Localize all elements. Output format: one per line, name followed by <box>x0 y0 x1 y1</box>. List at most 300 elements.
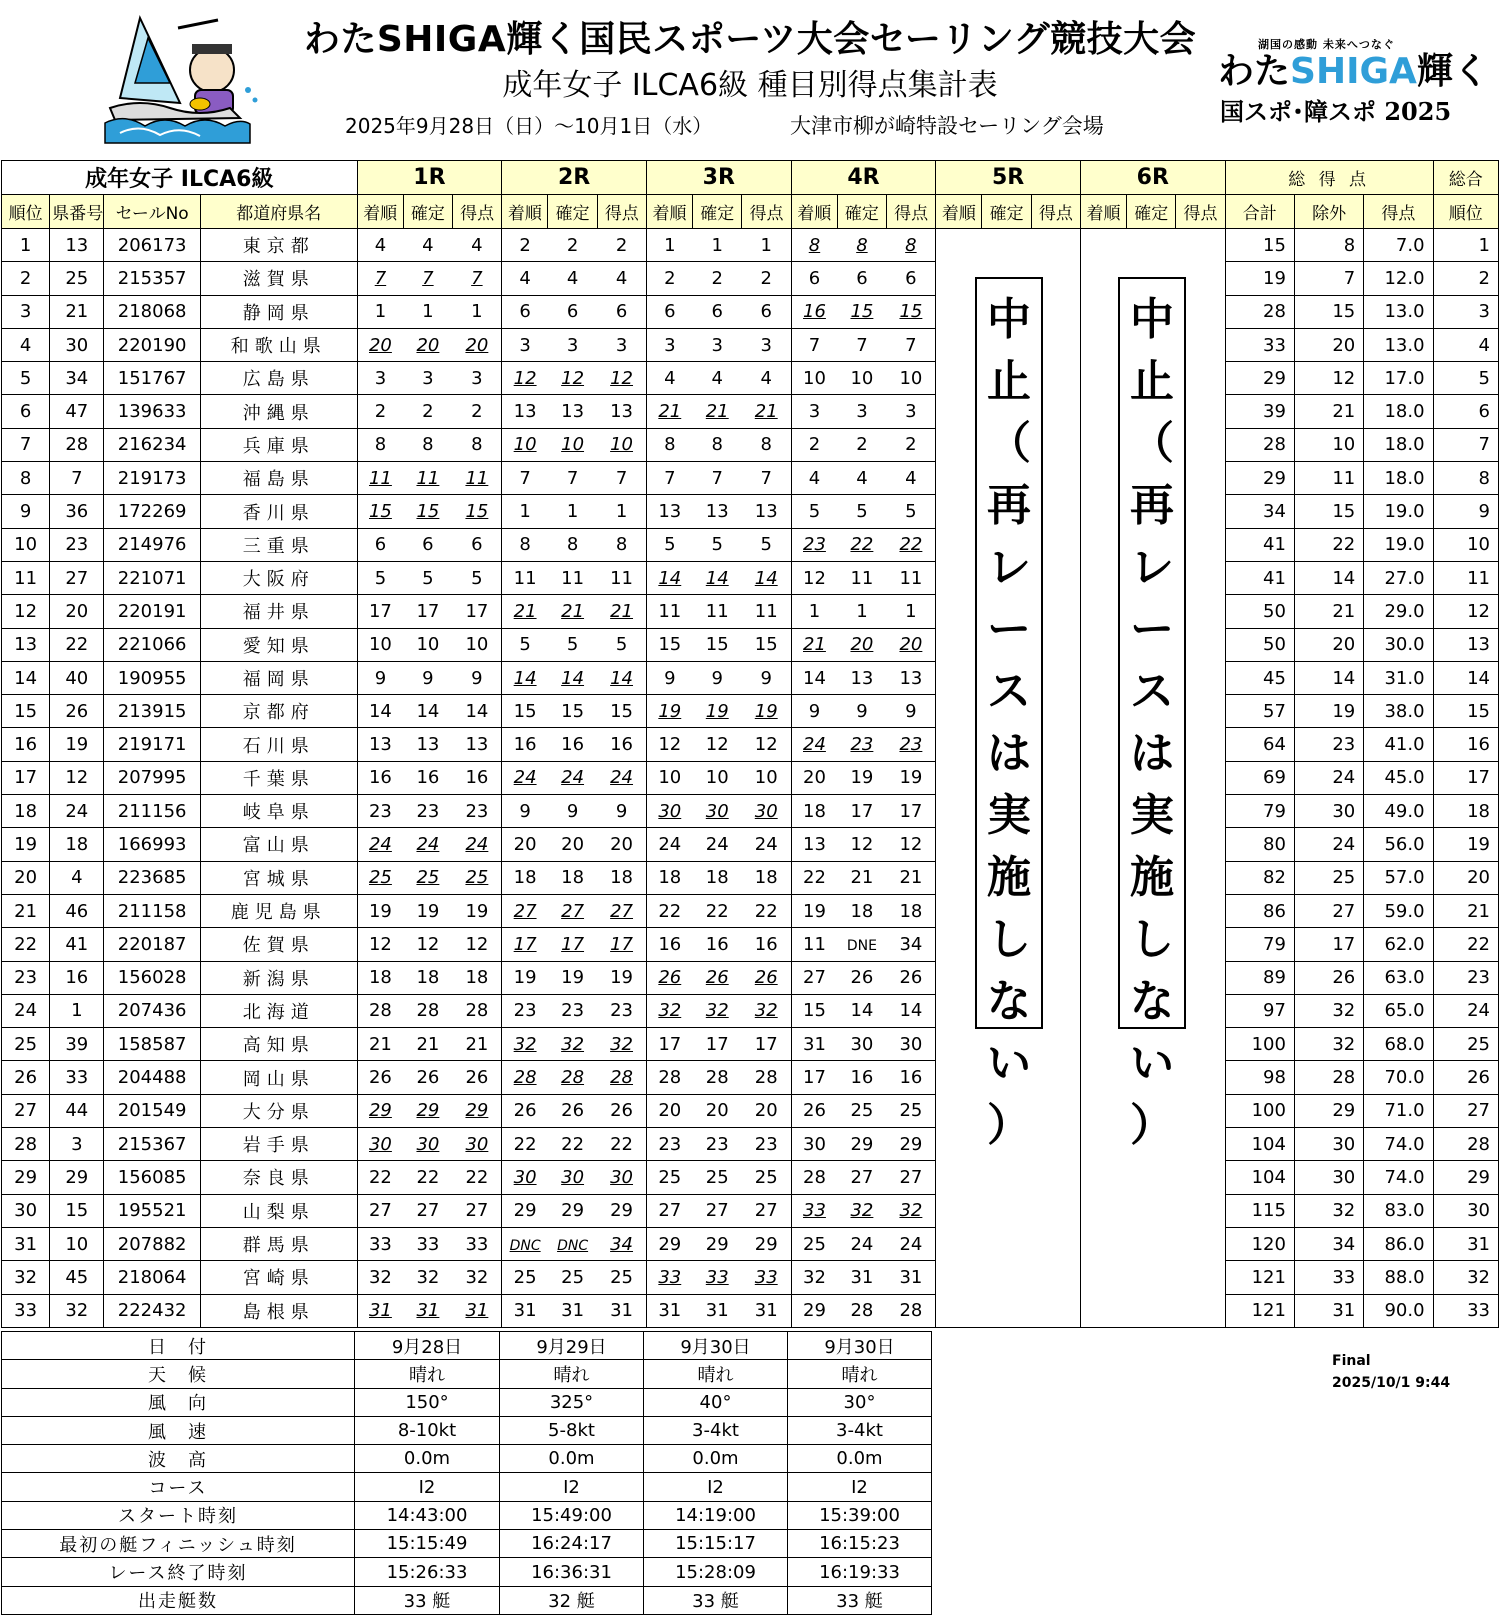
round2-score-cell <box>548 1194 597 1227</box>
score-value: 23 <box>803 534 826 556</box>
score-value: 15 <box>465 501 489 523</box>
score-value: 3 <box>711 334 723 356</box>
score-value: 20 <box>513 833 537 855</box>
cancelled-note-char: な <box>1130 976 1174 1027</box>
round3-score-cell <box>693 561 742 594</box>
round4-score-cell <box>887 229 936 262</box>
round4-score-cell <box>887 1227 936 1260</box>
score-value: 7 <box>664 467 676 489</box>
score-value: 5 <box>760 534 772 556</box>
score-value: 19 <box>368 900 392 922</box>
score-value: 14 <box>658 567 682 589</box>
score-value: 2 <box>856 434 868 456</box>
rank-cell: 18 <box>2 795 50 828</box>
score-value: 8 <box>374 434 387 456</box>
score-value: 12 <box>610 367 634 389</box>
score-value: 29 <box>465 1100 489 1122</box>
round1-score-cell <box>357 229 403 262</box>
cancelled-note-char: い <box>1130 1038 1174 1089</box>
round4-score-cell <box>887 262 936 295</box>
score-value: 17 <box>416 600 440 622</box>
pref-no-cell: 46 <box>50 894 104 927</box>
score-value: 17 <box>610 933 634 955</box>
round3-score-cell <box>742 861 791 894</box>
excluded-cell: 14 <box>1294 661 1363 694</box>
overall-rank-cell: 11 <box>1433 561 1498 594</box>
round2-score-cell <box>502 561 548 594</box>
pref-name-cell: 東京都 <box>200 229 357 262</box>
table-row <box>2 795 1499 828</box>
pref-name-cell: 富山県 <box>200 828 357 861</box>
round6-empty-cell <box>1127 1261 1176 1294</box>
col-pref: 都道府県名 <box>200 195 357 229</box>
score-value: 4 <box>808 467 821 489</box>
total-cell: 64 <box>1225 728 1294 761</box>
score-value: 16 <box>705 933 729 955</box>
round6-empty-cell <box>1127 1194 1176 1227</box>
score-value: 5 <box>374 567 387 589</box>
condition-row <box>2 1501 1229 1529</box>
excluded-cell: 8 <box>1294 229 1363 262</box>
round5-empty-cell <box>1031 1194 1080 1227</box>
score-value: 10 <box>658 767 682 789</box>
round1-score-cell <box>453 528 502 561</box>
page-subtitle: 成年女子 ILCA6級 種目別得点集計表 <box>502 68 998 103</box>
score-cell: 17.0 <box>1364 362 1433 395</box>
round4-score-cell <box>791 961 837 994</box>
score-value: 25 <box>658 1166 682 1188</box>
score-value: 15 <box>899 301 923 323</box>
round2-score-cell <box>502 428 548 461</box>
round4-score-cell <box>837 362 886 395</box>
round3-finish-header: 着順 <box>646 195 692 229</box>
results-body <box>2 229 1499 1328</box>
sail-no-cell: 156085 <box>104 1161 200 1194</box>
score-value: 11 <box>561 567 585 589</box>
round3-score-cell <box>693 994 742 1027</box>
subheader-row <box>2 195 1499 229</box>
pref-no-cell: 23 <box>50 528 104 561</box>
table-row <box>2 994 1499 1027</box>
round5-empty-cell <box>936 1194 982 1227</box>
rank-cell: 4 <box>2 328 50 361</box>
excluded-cell: 14 <box>1294 561 1363 594</box>
round5-empty-cell <box>936 1128 982 1161</box>
round2-score-cell <box>502 328 548 361</box>
round6-empty-cell <box>1176 1028 1225 1061</box>
round4-score-cell <box>837 295 886 328</box>
score-value: 8 <box>711 434 723 456</box>
round4-score-cell <box>791 795 837 828</box>
score-value: 23 <box>610 1000 634 1022</box>
sail-no-cell: 218068 <box>104 295 200 328</box>
pref-name-cell: 福岡県 <box>200 661 357 694</box>
score-value: 30 <box>416 1133 440 1155</box>
score-cell: 68.0 <box>1364 1028 1433 1061</box>
round3-score-cell <box>646 1161 692 1194</box>
round6-empty-cell <box>1176 1294 1225 1327</box>
rank-cell: 7 <box>2 428 50 461</box>
score-cell: 38.0 <box>1364 695 1433 728</box>
score-value: 7 <box>711 467 723 489</box>
cancelled-note-char: （ <box>1130 418 1174 469</box>
score-value: 17 <box>658 1033 682 1055</box>
score-value: 14 <box>705 567 729 589</box>
score-value: 2 <box>760 267 772 289</box>
score-value: 12 <box>803 567 826 589</box>
round6-confirmed-header: 確定 <box>1127 195 1176 229</box>
total-cell: 104 <box>1225 1128 1294 1161</box>
round2-score-cell <box>597 1227 646 1260</box>
pref-name-cell: 鹿児島県 <box>200 894 357 927</box>
sail-no-cell: 213915 <box>104 695 200 728</box>
round5-finish-header: 着順 <box>936 195 982 229</box>
round2-score-cell <box>502 1128 548 1161</box>
score-value: 7 <box>471 267 483 289</box>
cancelled-note-char: （ <box>987 418 1031 469</box>
condition-value: I2 <box>788 1473 932 1501</box>
round2-score-cell <box>597 1028 646 1061</box>
rank-cell: 27 <box>2 1094 50 1127</box>
score-value: 25 <box>368 867 392 889</box>
score-value: 22 <box>803 867 826 889</box>
score-value: 28 <box>416 1000 440 1022</box>
score-value: 10 <box>754 767 778 789</box>
score-value: 25 <box>850 1100 874 1122</box>
score-value: 6 <box>471 534 483 556</box>
score-value: 22 <box>899 534 923 556</box>
condition-empty <box>932 1332 1229 1360</box>
score-value: 3 <box>760 334 772 356</box>
round2-score-cell <box>548 595 597 628</box>
score-value: 13 <box>513 401 537 423</box>
score-value: 14 <box>899 1000 923 1022</box>
total-cell: 50 <box>1225 628 1294 661</box>
score-value: 26 <box>899 967 923 989</box>
score-value: 31 <box>803 1033 826 1055</box>
round3-score-cell <box>742 528 791 561</box>
condition-value: 0.0m <box>644 1445 788 1473</box>
round4-score-cell <box>837 828 886 861</box>
score-cell: 27.0 <box>1364 561 1433 594</box>
round1-score-cell <box>403 1261 452 1294</box>
round3-score-cell <box>693 661 742 694</box>
cancelled-note-char: 再 <box>1130 480 1174 531</box>
score-value: 33 <box>416 1233 440 1255</box>
condition-row <box>2 1530 1229 1558</box>
pref-name-cell: 香川県 <box>200 495 357 528</box>
round2-score-cell <box>548 1028 597 1061</box>
pref-no-cell: 39 <box>50 1028 104 1061</box>
round6-empty-cell <box>1176 1194 1225 1227</box>
round1-score-cell <box>453 761 502 794</box>
overall-rank-cell: 12 <box>1433 595 1498 628</box>
score-value: 12 <box>850 833 874 855</box>
round3-score-cell <box>742 1161 791 1194</box>
sail-no-cell: 214976 <box>104 528 200 561</box>
score-value: 8 <box>664 434 676 456</box>
total-cell: 29 <box>1225 462 1294 495</box>
excluded-cell: 20 <box>1294 328 1363 361</box>
score-value: 22 <box>368 1166 392 1188</box>
round1-score-cell <box>357 861 403 894</box>
round4-score-cell <box>837 428 886 461</box>
score-value: 27 <box>850 1166 874 1188</box>
score-value: 26 <box>561 1100 585 1122</box>
score-value: 16 <box>513 734 537 756</box>
score-value: 24 <box>513 767 537 789</box>
score-value: 26 <box>850 967 874 989</box>
score-value: 32 <box>416 1266 440 1288</box>
round4-score-cell <box>837 894 886 927</box>
pref-no-cell: 18 <box>50 828 104 861</box>
round6-empty-cell <box>1080 1294 1126 1327</box>
round2-score-cell <box>502 894 548 927</box>
round4-score-cell <box>837 795 886 828</box>
score-value: 25 <box>899 1100 923 1122</box>
round6-empty-cell <box>1127 1227 1176 1260</box>
table-row <box>2 495 1499 528</box>
round3-score-cell <box>742 229 791 262</box>
score-value: 32 <box>803 1266 826 1288</box>
score-cell: 31.0 <box>1364 661 1433 694</box>
total-cell: 45 <box>1225 661 1294 694</box>
excluded-cell: 26 <box>1294 961 1363 994</box>
condition-value: 9月30日 <box>788 1332 932 1360</box>
score-value: 13 <box>465 734 489 756</box>
round2-score-cell <box>597 462 646 495</box>
pref-no-cell: 45 <box>50 1261 104 1294</box>
total-cell: 121 <box>1225 1261 1294 1294</box>
score-value: DNE <box>846 937 877 954</box>
round2-score-cell <box>502 994 548 1027</box>
round4-score-cell <box>887 1061 936 1094</box>
round2-score-cell <box>502 362 548 395</box>
round2-score-cell <box>597 994 646 1027</box>
round1-score-cell <box>403 1128 452 1161</box>
pref-no-cell: 15 <box>50 1194 104 1227</box>
round1-score-cell <box>403 595 452 628</box>
total-cell: 57 <box>1225 695 1294 728</box>
score-value: 2 <box>566 234 579 256</box>
cancelled-note-char: ス <box>1130 666 1174 717</box>
round6-empty-cell <box>1080 1094 1126 1127</box>
score-value: 12 <box>658 734 682 756</box>
score-value: 21 <box>513 600 537 622</box>
round1-score-cell <box>453 395 502 428</box>
round1-score-cell <box>357 1194 403 1227</box>
round1-points-header: 得点 <box>453 195 502 229</box>
round1-score-cell <box>403 1061 452 1094</box>
score-cell: 13.0 <box>1364 328 1433 361</box>
score-value: 15 <box>368 501 392 523</box>
round3-score-cell <box>742 495 791 528</box>
rank-cell: 14 <box>2 661 50 694</box>
condition-value: 5-8kt <box>500 1416 644 1444</box>
score-cell: 18.0 <box>1364 395 1433 428</box>
score-value: 25 <box>754 1166 778 1188</box>
round1-score-cell <box>403 728 452 761</box>
score-value: 22 <box>705 900 729 922</box>
round1-score-cell <box>403 462 452 495</box>
round2-score-cell <box>548 395 597 428</box>
pref-name-cell: 滋賀県 <box>200 262 357 295</box>
pref-no-cell: 12 <box>50 761 104 794</box>
round3-score-cell <box>693 1128 742 1161</box>
round2-score-cell <box>597 1094 646 1127</box>
score-cell: 74.0 <box>1364 1128 1433 1161</box>
round4-score-cell <box>837 1161 886 1194</box>
round3-score-cell <box>742 728 791 761</box>
pref-name-cell: 北海道 <box>200 994 357 1027</box>
score-value: 28 <box>368 1000 392 1022</box>
overall-rank-cell: 30 <box>1433 1194 1498 1227</box>
score-value: 27 <box>465 1200 489 1222</box>
round3-score-cell <box>742 628 791 661</box>
score-value: 28 <box>850 1300 874 1322</box>
score-value: 10 <box>513 434 537 456</box>
round1-score-cell <box>357 695 403 728</box>
pref-name-cell: 福島県 <box>200 462 357 495</box>
round2-score-cell <box>597 561 646 594</box>
round3-score-cell <box>742 795 791 828</box>
round2-score-cell <box>502 395 548 428</box>
total-cell: 34 <box>1225 495 1294 528</box>
round4-score-cell <box>791 1261 837 1294</box>
score-value: 15 <box>850 301 874 323</box>
round2-score-cell <box>502 861 548 894</box>
total-cell: 29 <box>1225 362 1294 395</box>
col-rank: 順位 <box>2 195 50 229</box>
logo-tagline: 湖国の感動 未来へつなぐ <box>1258 38 1395 51</box>
round4-score-cell <box>887 1294 936 1327</box>
round2-score-cell <box>502 928 548 961</box>
score-value: 3 <box>615 334 628 356</box>
round3-score-cell <box>693 462 742 495</box>
round3-score-cell <box>693 1294 742 1327</box>
round4-score-cell <box>837 595 886 628</box>
condition-label: 最初の艇フィニッシュ時刻 <box>2 1530 355 1558</box>
round3-score-cell <box>742 828 791 861</box>
pref-name-cell: 静岡県 <box>200 295 357 328</box>
score-value: 31 <box>610 1300 634 1322</box>
round6-empty-cell <box>1176 229 1225 262</box>
condition-label: コース <box>2 1473 355 1501</box>
overall-rank-cell: 28 <box>1433 1128 1498 1161</box>
score-value: 28 <box>561 1067 585 1089</box>
round4-score-cell <box>791 1028 837 1061</box>
round5-empty-cell <box>1031 1161 1080 1194</box>
round3-score-cell <box>646 695 692 728</box>
round4-score-cell <box>791 328 837 361</box>
score-value: 8 <box>566 534 579 556</box>
pref-name-cell: 広島県 <box>200 362 357 395</box>
pref-no-cell: 41 <box>50 928 104 961</box>
round2-score-cell <box>597 1194 646 1227</box>
round4-score-cell <box>791 1194 837 1227</box>
excluded-cell: 25 <box>1294 861 1363 894</box>
score-value: 4 <box>471 234 483 256</box>
score-value: 22 <box>561 1133 585 1155</box>
score-value: 1 <box>519 501 531 523</box>
round3-score-cell <box>693 961 742 994</box>
pref-name-cell: 三重県 <box>200 528 357 561</box>
sail-no-cell: 195521 <box>104 1194 200 1227</box>
score-value: 14 <box>754 567 778 589</box>
table-row <box>2 828 1499 861</box>
score-value: 18 <box>513 867 537 889</box>
score-value: 19 <box>850 767 874 789</box>
round4-score-cell <box>837 462 886 495</box>
overall-rank-cell: 14 <box>1433 661 1498 694</box>
round2-score-cell <box>597 695 646 728</box>
rank-cell: 20 <box>2 861 50 894</box>
score-value: 19 <box>610 967 634 989</box>
score-value: 14 <box>416 700 440 722</box>
round3-score-cell <box>693 695 742 728</box>
rank-cell: 24 <box>2 994 50 1027</box>
round1-score-cell <box>453 1194 502 1227</box>
score-value: 15 <box>610 700 634 722</box>
round3-score-cell <box>693 1227 742 1260</box>
cancelled-note-char: し <box>987 914 1031 965</box>
score-value: 31 <box>465 1300 489 1322</box>
score-value: 27 <box>899 1166 923 1188</box>
score-value: 2 <box>664 267 676 289</box>
round6-empty-cell <box>1080 229 1126 262</box>
score-value: 15 <box>416 501 440 523</box>
round1-score-cell <box>357 1227 403 1260</box>
score-cell: 18.0 <box>1364 428 1433 461</box>
overall-rank-cell: 20 <box>1433 861 1498 894</box>
round1-score-cell <box>403 661 452 694</box>
score-value: 25 <box>416 867 440 889</box>
round3-score-cell <box>742 661 791 694</box>
score-value: 24 <box>465 833 489 855</box>
score-value: 31 <box>561 1300 585 1322</box>
score-value: 4 <box>519 267 531 289</box>
round5-empty-cell <box>936 1294 982 1327</box>
excluded-cell: 15 <box>1294 295 1363 328</box>
round1-score-cell <box>403 894 452 927</box>
round3-score-cell <box>646 328 692 361</box>
sail-no-cell: 156028 <box>104 961 200 994</box>
score-value: 6 <box>615 301 628 323</box>
score-value: 29 <box>850 1133 874 1155</box>
round3-score-cell <box>646 1028 692 1061</box>
score-value: 1 <box>471 301 483 323</box>
round1-score-cell <box>357 528 403 561</box>
round2-score-cell <box>548 295 597 328</box>
score-value: 18 <box>561 867 585 889</box>
score-cell: 86.0 <box>1364 1227 1433 1260</box>
sail-no-cell: 204488 <box>104 1061 200 1094</box>
score-value: 32 <box>705 1000 729 1022</box>
rank-cell: 16 <box>2 728 50 761</box>
condition-value: 3-4kt <box>788 1416 932 1444</box>
round3-score-cell <box>742 295 791 328</box>
excluded-cell: 7 <box>1294 262 1363 295</box>
score-value: 16 <box>465 767 489 789</box>
table-row <box>2 1294 1499 1327</box>
round2-score-cell <box>502 495 548 528</box>
round4-score-cell <box>887 428 936 461</box>
score-value: 21 <box>899 867 923 889</box>
round4-score-cell <box>791 1227 837 1260</box>
score-value: 29 <box>803 1300 826 1322</box>
pref-no-cell: 26 <box>50 695 104 728</box>
sail-no-cell: 201549 <box>104 1094 200 1127</box>
